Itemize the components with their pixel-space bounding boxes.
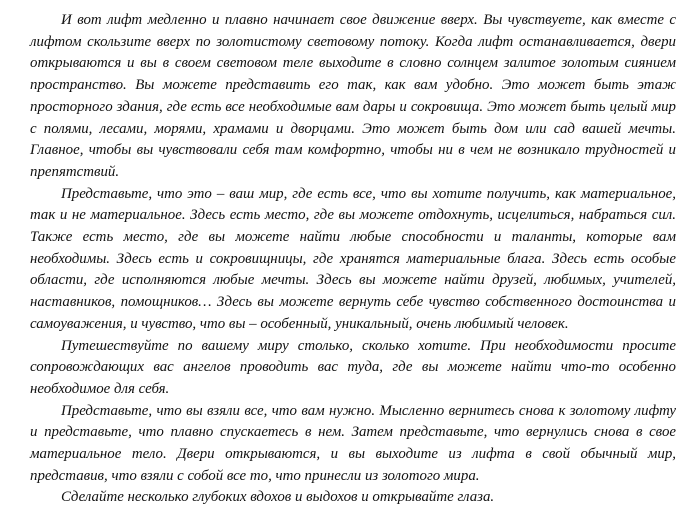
paragraph-return: Представьте, что вы взяли все, что вам нужно. Мысленно вернитесь снова к золотому лифту и представьте, что плавно спускаетесь в нем. Затем представьте, что вернулись снова в свое материальное тело. Двери открываются, и вы выходите из лифта в свой обычный мир, представив, что взяли с собой все то, что принесли из золотого мира.	[30, 402, 676, 484]
paragraph-travel: Путешествуйте по вашему миру столько, сколько хотите. При необходимости просите сопровождающих вас ангелов проводить вас туда, где вы можете найти что-то особенно необходимое для себя.	[30, 337, 676, 397]
paragraph-your-world: Представьте, что это – ваш мир, где есть все, что вы хотите получить, как материальное, так и не материальное. Здесь есть место, где вы можете отдохнуть, исцелиться, набраться сил. Также есть место, где вы можете найти любые способности и таланты, которые вам необходимы. Здесь есть и сокровищницы, где хранятся материальные блага. Здесь есть особые области, где исполняются любые мечты. Здесь вы можете найти друзей, любимых, учителей, наставников, помощников… Здесь вы можете вернуть себе чувство собственного достоинства и самоуважения, и чувство, что вы – особенный, уникальный, очень любимый человек.	[30, 185, 676, 332]
paragraph-open-eyes: Сделайте несколько глубоких вдохов и выдохов и открывайте глаза.	[61, 489, 495, 506]
document-page	[30, 10, 676, 509]
paragraph-lift-ascent: И вот лифт медленно и плавно начинает свое движение вверх. Вы чувствуете, как вместе с лифтом скользите вверх по золотистому световому потоку. Когда лифт останавливается, двери открываются и вы в своем световом теле выходите в словно солнцем залитое золотым сиянием пространство. Вы можете представить его так, как вам удобно. Это может быть этаж просторного здания, где есть все необходимые вам дары и сокровища. Это может быть целый мир с полями, лесами, морями, храмами и дворцами. Это может быть дом или сад вашей мечты. Главное, чтобы вы чувствовали себя там комфортно, чтобы ни в чем не возникало трудностей и препятствий.	[30, 12, 676, 180]
